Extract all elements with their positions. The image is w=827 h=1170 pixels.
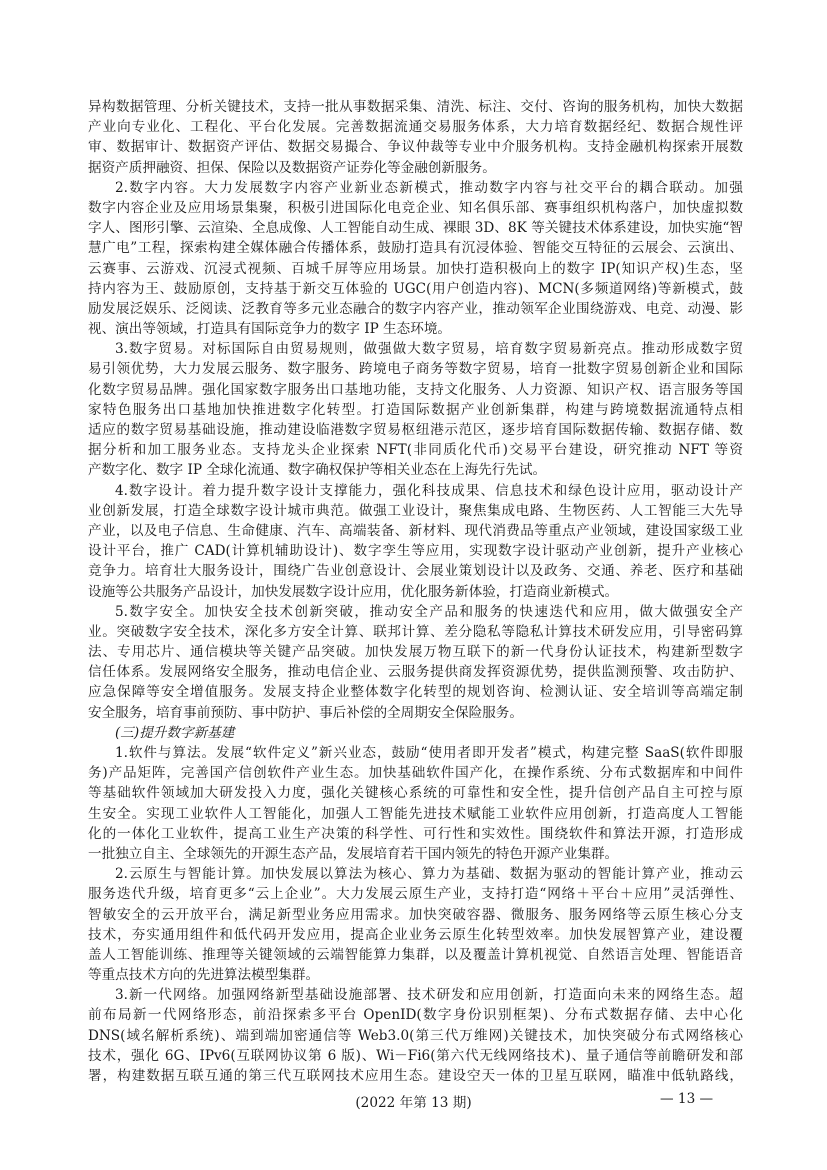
text-line: 视、演出等领域，打造具有国际竞争力的数字 IP 生态环境。 [88, 321, 452, 338]
text-line: 安全服务，培育事前预防、事中防护、事后补偿的全周期安全保险服务。 [88, 704, 523, 721]
text-line: 署，构建数据互联互通的第三代互联网技术应用生态。建设空天一体的卫星互联网，瞄准中低轨路线， [88, 1068, 743, 1084]
text-line: 产业，以及电子信息、生命健康、汽车、高端装备、新材料、现代消费品等重点产业领域，建设国家级工业 [88, 522, 743, 539]
text-line: 务)产品矩阵，完善国产信创软件产业生态。加快基础软件国产化，在操作系统、分布式数据库和中间件 [88, 765, 743, 782]
text-line: 前布局新一代网络形态，前沿探索多平台 OpenID(数字身份识别框架)、分布式数据存储、去中心化 [88, 1007, 743, 1024]
text-line: 法、专用芯片、通信模块等关键产品突破。加快发展万物互联下的新一代身份认证技术，构建新型数字 [88, 644, 743, 661]
text-line: 设施等公共服务产品设计，加快发展数字设计应用，优化服务新体验，打造商业新模式。 [88, 583, 619, 600]
text-line: 化数字贸易品牌。强化国家数字服务出口基地功能，支持文化服务、人力资源、知识产权、语言服务等国 [88, 381, 743, 398]
text-line: 生安全。实现工业软件人工智能化，加强人工智能先进技术赋能工业软件应用创新，打造高度人工智能 [88, 805, 743, 822]
text-line: 盖人工智能训练、推理等关键领域的云端智能算力集群，以及覆盖计算机视觉、自然语言处理、智能语音 [88, 946, 743, 963]
paragraph [88, 743, 743, 864]
paragraph [88, 985, 743, 1086]
text-line: 励发展泛娱乐、泛阅读、泛教育等多元业态融合的数字内容产业，推动领军企业围绕游戏、电竞、动漫、影 [88, 300, 743, 317]
page-number: — 13 — [660, 1091, 714, 1107]
text-line: 一批独立自主、全球领先的开源生态产品，发展培育若干国内领先的特色开源产业集群。 [88, 845, 619, 862]
text-line: 适应的数字贸易基础设施，推动建设临港数字贸易枢纽港示范区，逐步培育国际数据传输、数据存储、数 [88, 422, 743, 438]
text-line: 持内容为王、鼓励原创，支持基于新交互体验的 UGC(用户创造内容)、MCN(多频道网络)等新模式，鼓 [88, 280, 743, 297]
paragraph [88, 602, 743, 723]
text-line: 易引领优势，大力发展云服务、数字服务、跨境电子商务等数字贸易，培育一批数字贸易创新企业和国际 [88, 361, 743, 378]
text-line: 3.数字贸易。对标国际自由贸易规则，做强做大数字贸易，培育数字贸易新亮点。推动形成数字贸 [115, 341, 743, 358]
text-line: 等基础软件领域加大研发投入力度，强化关键核心系统的可靠性和安全性，提升信创产品自主可控与原 [88, 785, 743, 802]
paragraph [88, 178, 743, 340]
text-line: 智敏安全的云开放平台，满足新型业务应用需求。加快突破容器、微服务、服务网络等云原生核心分支 [88, 906, 743, 923]
paragraph [88, 864, 743, 985]
paragraph [88, 481, 743, 602]
text-line: 应急保障等安全增值服务。发展支持企业整体数字化转型的规划咨询、检测认证、安全培训等高端定制 [88, 684, 743, 701]
paragraph [88, 339, 743, 480]
footer-issue-label: (2022 年第 13 期) [355, 1095, 472, 1111]
text-line: 2.云原生与智能计算。加快发展以算法为核心、算力为基础、数据为驱动的智能计算产业，推动云 [115, 866, 743, 883]
text-line: 产数字化、数字 IP 全球化流通、数字确权保护等相关业态在上海先行先试。 [88, 462, 547, 479]
text-line: 云赛事、云游戏、沉浸式视频、百城千屏等应用场景。加快打造积极向上的数字 IP(知识产权)生态，坚 [88, 260, 743, 277]
text-line: 1.软件与算法。发展“软件定义”新兴业态，鼓励“使用者即开发者”模式，构建完整 SaaS(软件即服 [115, 745, 743, 761]
text-line: 等重点技术方向的先进算法模型集群。 [88, 967, 320, 984]
text-line: 化的一体化工业软件，提高工业生产决策的科学性、可行性和实效性。围绕软件和算法开源，打造形成 [88, 825, 743, 842]
text-line: 技术，强化 6G、IPv6(互联网协议第 6 版)、Wi－Fi6(第六代无线网络技术)、量子通信等前瞻研发和部 [88, 1047, 743, 1064]
text-line: 字人、图形引擎、云渲染、全息成像、人工智能自动生成、裸眼 3D、8K 等关键技术体系建设，加快实施“智 [88, 220, 743, 237]
text-line: 数字内容企业及应用场景集聚，积极引进国际化电竞企业、知名俱乐部、赛事组织机构落户，加快虚拟数 [88, 199, 743, 216]
text-line: 服务迭代升级，培育更多“云上企业”。大力发展云原生产业，支持打造“网络＋平台＋应用”灵活弹性、 [88, 886, 743, 903]
text-line: 据分析和加工服务业态。支持龙头企业探索 NFT(非同质化代币)交易平台建设，研究推动 NFT 等资 [88, 442, 743, 459]
text-line: 据资产质押融资、担保、保险以及数据资产证券化等金融创新服务。 [88, 159, 496, 176]
text-line: 慧广电”工程，探索构建全媒体融合传播体系，鼓励打造具有沉浸体验、智能交互特征的云展会、云演出、 [88, 240, 743, 257]
text-line: 业创新发展，打造全球数字设计城市典范。做强工业设计，聚焦集成电路、生物医药、人工智能三大先导 [88, 502, 743, 519]
text-line: 设计平台，推广 CAD(计算机辅助设计)、数字孪生等应用，实现数字设计驱动产业创新，提升产业核心 [88, 543, 743, 560]
text-line: 4.数字设计。着力提升数字设计支撑能力，强化科技成果、信息技术和绿色设计应用，驱动设计产 [115, 482, 743, 499]
text-line: 信任体系。发展网络安全服务，推动电信企业、云服务提供商发挥资源优势，提供监测预警、攻击防护、 [88, 664, 743, 681]
paragraph [88, 97, 743, 178]
text-line: 2.数字内容。大力发展数字内容产业新业态新模式，推动数字内容与社交平台的耦合联动。加强 [115, 179, 743, 196]
text-line: 5.数字安全。加快安全技术创新突破，推动安全产品和服务的快速迭代和应用，做大做强安全产 [115, 603, 743, 620]
text-line: 家特色服务出口基地加快推进数字化转型。打造国际数据产业创新集群，构建与跨境数据流通特点相 [88, 401, 743, 418]
text-line: 3.新一代网络。加强网络新型基础设施部署、技术研发和应用创新，打造面向未来的网络生态。超 [115, 987, 743, 1004]
text-line: 技术，夯实通用组件和低代码开发应用，提高企业业务云原生化转型效率。加快发展智算产业，建设覆 [88, 926, 743, 943]
section-heading [88, 723, 743, 743]
document-body [88, 97, 743, 1086]
text-line: 竞争力。培育壮大服务设计，围绕广告业创意设计、会展业策划设计以及政务、交通、养老、医疗和基础 [88, 563, 743, 580]
text-line: DNS(域名解析系统)、端到端加密通信等 Web3.0(第三代万维网)关键技术，加快突破分布式网络核心 [88, 1027, 743, 1044]
text-line: 产业向专业化、工程化、平台化发展。完善数据流通交易服务体系，大力培育数据经纪、数据合规性评 [88, 119, 743, 136]
text-line: (三)提升数字新基建 [115, 724, 235, 741]
text-line: 异构数据管理、分析关键技术，支持一批从事数据采集、清洗、标注、交付、咨询的服务机构，加快大数据 [88, 99, 743, 115]
text-line: 审、数据审计、数据资产评估、数据交易撮合、争议仲裁等专业中介服务机构。支持金融机构探索开展数 [88, 139, 743, 156]
text-line: 业。突破数字安全技术，深化多方安全计算、联邦计算、差分隐私等隐私计算技术研发应用，引导密码算 [88, 623, 743, 640]
